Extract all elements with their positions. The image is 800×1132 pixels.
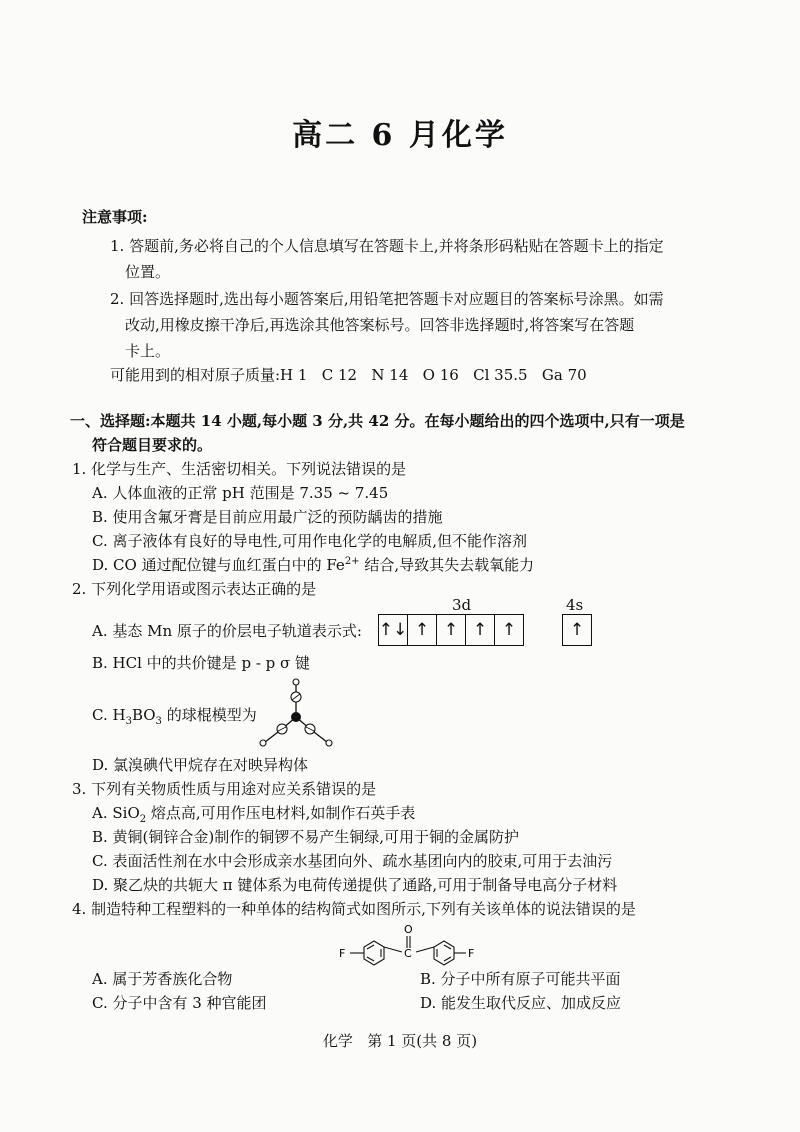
q4-stem: 4. 制造特种工程塑料的一种单体的结构简式如图所示,下列有关该单体的说法错误的是 xyxy=(72,900,636,918)
q3-stem: 3. 下列有关物质性质与用途对应关系错误的是 xyxy=(72,780,377,798)
q1-option-a: A. 人体血液的正常 pH 范围是 7.35 ~ 7.45 xyxy=(92,484,389,502)
q2-option-c: C. $H_3BO_3$ 的球棍模型为 xyxy=(92,706,257,727)
notice-item-1-line-2: 位置。 xyxy=(125,263,171,281)
orbital-4s-1: ↑ xyxy=(569,620,585,640)
section-1-line-1: 一、选择题:本题共 14 小题,每小题 3 分,共 42 分。在每小题给出的四个选项中,只有一项是 xyxy=(70,412,685,430)
notice-heading: 注意事项: xyxy=(82,208,148,226)
q4-option-c: C. 分子中含有 3 种官能团 xyxy=(92,994,267,1012)
q1-option-d: D. CO 通过配位键与血红蛋白中的 $Fe^{2+}$ 结合,导致其失去载氧能力 xyxy=(92,556,535,574)
q4-option-b: B. 分子中所有原子可能共平面 xyxy=(420,970,621,988)
structure-formula-icon xyxy=(336,922,486,972)
orbital-label-4s: 4s xyxy=(566,596,584,614)
orbital-diagram-3d xyxy=(378,614,524,646)
structure-f-right: F xyxy=(468,947,475,960)
q4-option-d: D. 能发生取代反应、加成反应 xyxy=(420,994,622,1012)
structure-c: C xyxy=(404,947,412,960)
orbital-3d-3: ↑ xyxy=(437,615,466,645)
structure-o: O xyxy=(404,923,413,936)
orbital-3d-5: ↑ xyxy=(501,620,517,640)
orbital-label-3d: 3d xyxy=(452,596,472,614)
page-title: 高二 6 月化学 xyxy=(292,118,508,153)
orbital-3d-4: ↑ xyxy=(466,615,495,645)
atomic-masses: 可能用到的相对原子质量:H 1 C 12 N 14 O 16 Cl 35.5 Ga 70 xyxy=(110,366,587,384)
orbital-3d-2: ↑ xyxy=(408,615,437,645)
q3-option-d: D. 聚乙炔的共轭大 π 键体系为电荷传递提供了通路,可用于制备导电高分子材料 xyxy=(92,876,618,894)
ball-stick-model-icon xyxy=(250,672,340,752)
q3-option-c: C. 表面活性剂在水中会形成亲水基团向外、疏水基团向内的胶束,可用于去油污 xyxy=(92,852,613,870)
q1-option-b: B. 使用含氟牙膏是目前应用最广泛的预防龋齿的措施 xyxy=(92,508,443,526)
structure-f-left: F xyxy=(339,947,346,960)
q1-option-c: C. 离子液体有良好的导电性,可用作电化学的电解质,但不能作溶剂 xyxy=(92,532,528,550)
notice-item-2-line-2: 改动,用橡皮擦干净后,再选涂其他答案标号。回答非选择题时,将答案写在答题 xyxy=(125,316,635,334)
notice-item-1-line-1: 1. 答题前,务必将自己的个人信息填写在答题卡上,并将条形码粘贴在答题卡上的指定 xyxy=(110,237,664,255)
notice-item-2-line-1: 2. 回答选择题时,选出每小题答案后,用铅笔把答题卡对应题目的答案标号涂黑。如需 xyxy=(110,290,664,308)
q1-stem: 1. 化学与生产、生活密切相关。下列说法错误的是 xyxy=(72,460,407,478)
notice-item-2-line-3: 卡上。 xyxy=(125,342,171,360)
orbital-3d-1: ↑↓ xyxy=(379,615,408,645)
q2-option-d: D. 氯溴碘代甲烷存在对映异构体 xyxy=(92,756,309,774)
section-1-line-2: 符合题目要求的。 xyxy=(92,436,213,454)
q2-option-b: B. HCl 中的共价键是 p - p σ 键 xyxy=(92,654,311,672)
q3-option-b: B. 黄铜(铜锌合金)制作的铜锣不易产生铜绿,可用于铜的金属防护 xyxy=(92,828,520,846)
q4-option-a: A. 属于芳香族化合物 xyxy=(92,970,233,988)
q3-option-a: A. SiO$_2$ 熔点高,可用作压电材料,如制作石英手表 xyxy=(92,804,416,825)
q2-option-a: A. 基态 Mn 原子的价层电子轨道表示式: xyxy=(92,622,362,640)
orbital-diagram-4s xyxy=(562,614,592,646)
q2-stem: 2. 下列化学用语或图示表达正确的是 xyxy=(72,580,317,598)
page-footer: 化学 第 1 页(共 8 页) xyxy=(322,1032,478,1050)
